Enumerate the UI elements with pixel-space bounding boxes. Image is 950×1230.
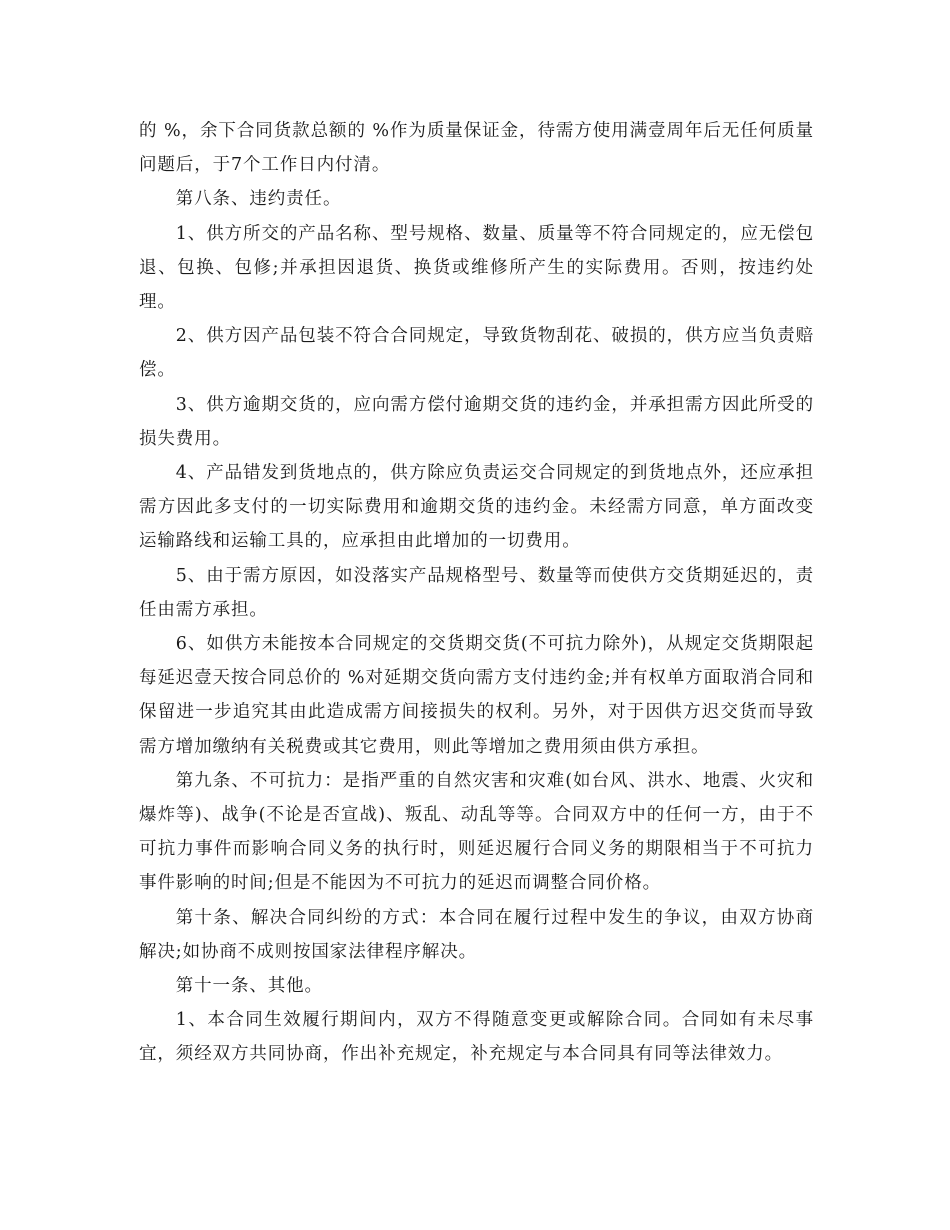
paragraph-continuation: 的 %，余下合同货款总额的 %作为质量保证金，待需方使用满壹周年后无任何质量问题后，于7个工作日内付清。 (139, 121, 814, 176)
article-10-dispute-resolution: 第十条、解决合同纠纷的方式：本合同在履行过程中发生的争议，由双方协商解决;如协商不成则按国家法律程序解决。 (139, 907, 814, 962)
article-8-clause-1: 1、供方所交的产品名称、型号规格、数量、质量等不符合同规定的，应无偿包退、包换、包修;并承担因退货、换货或维修所产生的实际费用。否则，按违约处理。 (139, 223, 814, 313)
article-8-clause-4: 4、产品错发到货地点的，供方除应负责运交合同规定的到货地点外，还应承担需方因此多支付的一切实际费用和逾期交货的违约金。未经需方同意，单方面改变运输路线和运输工具的，应承担由此增加的一切费用。 (139, 463, 814, 552)
article-8-clause-3: 3、供方逾期交货的，应向需方偿付逾期交货的违约金，并承担需方因此所受的损失费用。 (139, 394, 814, 449)
article-8-clause-6: 6、如供方未能按本合同规定的交货期交货(不可抗力除外)，从规定交货期限起每延迟壹天按合同总价的 %对延期交货向需方支付违约金;并有权单方面取消合同和保留进一步追究其由此造成需方间接损失的权利。另外，对于因供方迟交货而导致需方增加缴纳有关税费或其它费用，则此等增加之费用须由供方承担。 (139, 634, 814, 757)
article-8-clause-2: 2、供方因产品包装不符合合同规定，导致货物刮花、破损的，供方应当负责赔偿。 (139, 326, 814, 381)
article-8-heading: 第八条、违约责任。 (175, 189, 342, 210)
article-9-force-majeure: 第九条、不可抗力：是指严重的自然灾害和灾难(如台风、洪水、地震、火灾和爆炸等)、战争(不论是否宣战)、叛乱、动乱等等。合同双方中的任何一方，由于不可抗力事件而影响合同义务的执行时，则延迟履行合同义务的期限相当于不可抗力事件影响的时间;但是不能因为不可抗力的延迟而调整合同价格。 (139, 770, 814, 894)
article-11-heading: 第十一条、其他。 (175, 976, 323, 997)
document-body (139, 114, 814, 1072)
article-8-clause-5: 5、由于需方原因，如没落实产品规格型号、数量等而使供方交货期延迟的，责任由需方承担。 (139, 565, 814, 620)
article-11-clause-1: 1、本合同生效履行期间内，双方不得随意变更或解除合同。合同如有未尽事宜，须经双方共同协商，作出补充规定，补充规定与本合同具有同等法律效力。 (139, 1010, 814, 1065)
